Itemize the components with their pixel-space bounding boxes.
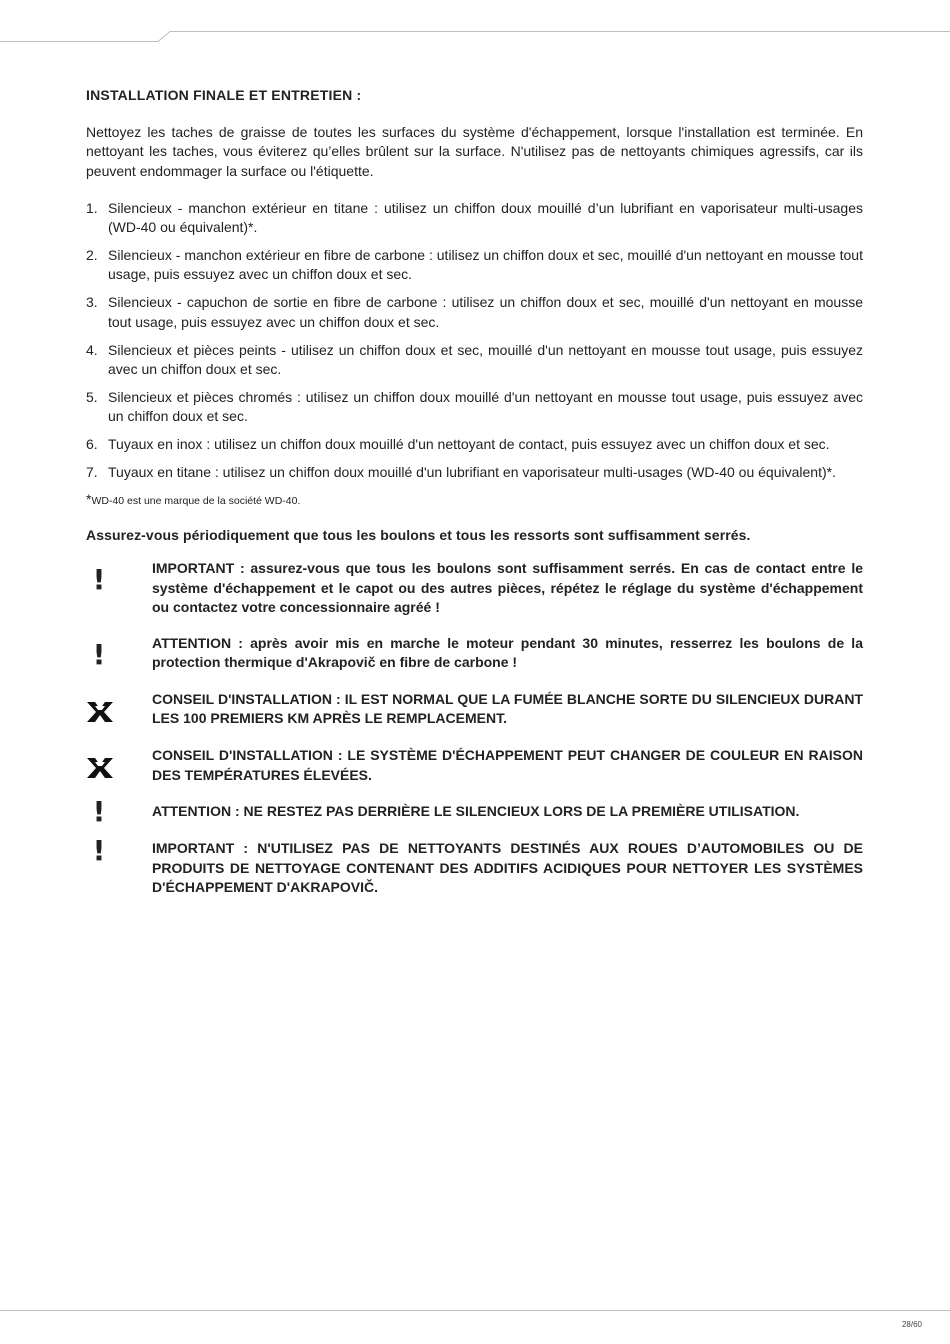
notice-text: CONSEIL D'INSTALLATION : IL EST NORMAL QUE LA FUMÉE BLANCHE SORTE DU SILENCIEUX DURANT LES 100 PREMIERS KM APRÈS LE REMPLACEMENT. bbox=[152, 690, 863, 727]
intro-paragraph: Nettoyez les taches de graisse de toutes les surfaces du système d'échappement, lorsque l'installation est terminée. En nettoyant les taches, vous éviterez qu’elles brûlent sur la surface. N'utilisez pas de nettoyants chimiques agressifs, car ils peuvent endommager la surface ou l'étiquette. bbox=[86, 124, 863, 179]
footer-rule bbox=[0, 1310, 950, 1311]
list-number: 5. bbox=[86, 389, 98, 406]
page-number: 28/60 bbox=[901, 1320, 922, 1329]
notice-text: IMPORTANT : N'UTILISEZ PAS DE NETTOYANTS DESTINÉS AUX ROUES D’AUTOMOBILES OU DE PRODUITS DE NETTOYAGE CONTENANT DES ADDITIFS ACIDIQUES POUR NETTOYER LES SYSTÈMES D'ÉCHAPPEMENT D'AKRAPOVIČ. bbox=[152, 840, 863, 895]
list-number: 6. bbox=[86, 436, 98, 453]
bolt-reminder: Assurez-vous périodiquement que tous les boulons et tous les ressorts sont suffisamment serrés. bbox=[86, 527, 751, 544]
list-item bbox=[86, 199, 863, 238]
notice-text: CONSEIL D'INSTALLATION : LE SYSTÈME D'ÉCHAPPEMENT PEUT CHANGER DE COULEUR EN RAISON DES TEMPÉRATURES ÉLEVÉES. bbox=[152, 747, 863, 783]
list-number: 3. bbox=[86, 294, 98, 311]
list-item bbox=[86, 388, 863, 427]
list-item-text: Silencieux - manchon extérieur en fibre de carbone : utilisez un chiffon doux et sec, mouillé d'un nettoyant en mousse tout usage, puis essuyez avec un chiffon doux et sec. bbox=[108, 247, 863, 283]
notice-attention-heat-shield bbox=[86, 634, 863, 673]
exclamation-icon: ! bbox=[92, 794, 106, 828]
exclamation-icon: ! bbox=[92, 638, 106, 672]
list-number: 2. bbox=[86, 247, 98, 264]
akrapovic-logo-icon bbox=[86, 700, 114, 724]
header-rule bbox=[0, 0, 950, 45]
list-item bbox=[86, 246, 863, 285]
list-item-text: Silencieux et pièces chromés : utilisez un chiffon doux mouillé d'un nettoyant en mousse tout usage, puis essuyez avec un chiffon doux et sec. bbox=[108, 389, 863, 425]
section-title: INSTALLATION FINALE ET ENTRETIEN : bbox=[86, 87, 362, 103]
list-item bbox=[86, 341, 863, 380]
list-number: 1. bbox=[86, 199, 98, 216]
list-item-text: Tuyaux en inox : utilisez un chiffon doux mouillé d'un nettoyant de contact, puis essuyez avec un chiffon doux et sec. bbox=[108, 436, 830, 453]
footnote-text: WD-40 est une marque de la société WD-40. bbox=[91, 495, 301, 508]
list-number: 7. bbox=[86, 464, 98, 481]
page-content bbox=[86, 87, 863, 897]
akrapovic-logo-icon bbox=[86, 756, 114, 780]
notice-text: ATTENTION : NE RESTEZ PAS DERRIÈRE LE SILENCIEUX LORS DE LA PREMIÈRE UTILISATION. bbox=[152, 802, 800, 819]
footnote bbox=[86, 491, 863, 507]
exclamation-icon: ! bbox=[92, 563, 106, 597]
list-item bbox=[86, 435, 863, 454]
list-item bbox=[86, 293, 863, 332]
list-item-text: Silencieux - manchon extérieur en titane : utilisez un chiffon doux mouillé d’un lubrifiant en vaporisateur multi-usages (WD-40 ou équivalent)*. bbox=[108, 199, 863, 236]
exclamation-icon: ! bbox=[92, 834, 106, 868]
notice-important-bolts bbox=[86, 559, 863, 617]
notice-tip-color-change bbox=[86, 746, 863, 785]
footnote-marker: * bbox=[86, 491, 92, 508]
notice-attention-first-use bbox=[86, 794, 863, 828]
notice-text: IMPORTANT : assurez-vous que tous les boulons sont suffisamment serrés. En cas de contact entre le système d'échappement et le capot ou des autres pièces, répétez le réglage du système d'échappement ou contactez votre concessionnaire agréé ! bbox=[152, 560, 863, 615]
notice-tip-white-smoke bbox=[86, 690, 863, 729]
cleaning-steps-list bbox=[86, 199, 863, 483]
notice-text: ATTENTION : après avoir mis en marche le moteur pendant 30 minutes, resserrez les boulons de la protection thermique d'Akrapovič en fibre de carbone ! bbox=[152, 635, 863, 671]
list-item-text: Silencieux - capuchon de sortie en fibre de carbone : utilisez un chiffon doux et sec, mouillé d'un nettoyant en mousse tout usage, puis essuyez avec un chiffon doux et sec. bbox=[108, 294, 863, 330]
list-item bbox=[86, 463, 863, 482]
list-number: 4. bbox=[86, 341, 98, 358]
list-item-text: Tuyaux en titane : utilisez un chiffon doux mouillé d'un lubrifiant en vaporisateur multi-usages (WD-40 ou équivalent)*. bbox=[108, 464, 836, 481]
list-item-text: Silencieux et pièces peints - utilisez un chiffon doux et sec, mouillé d'un nettoyant en mousse tout usage, puis essuyez avec un chiffon doux et sec. bbox=[108, 341, 863, 378]
notice-important-cleaners bbox=[86, 834, 863, 897]
